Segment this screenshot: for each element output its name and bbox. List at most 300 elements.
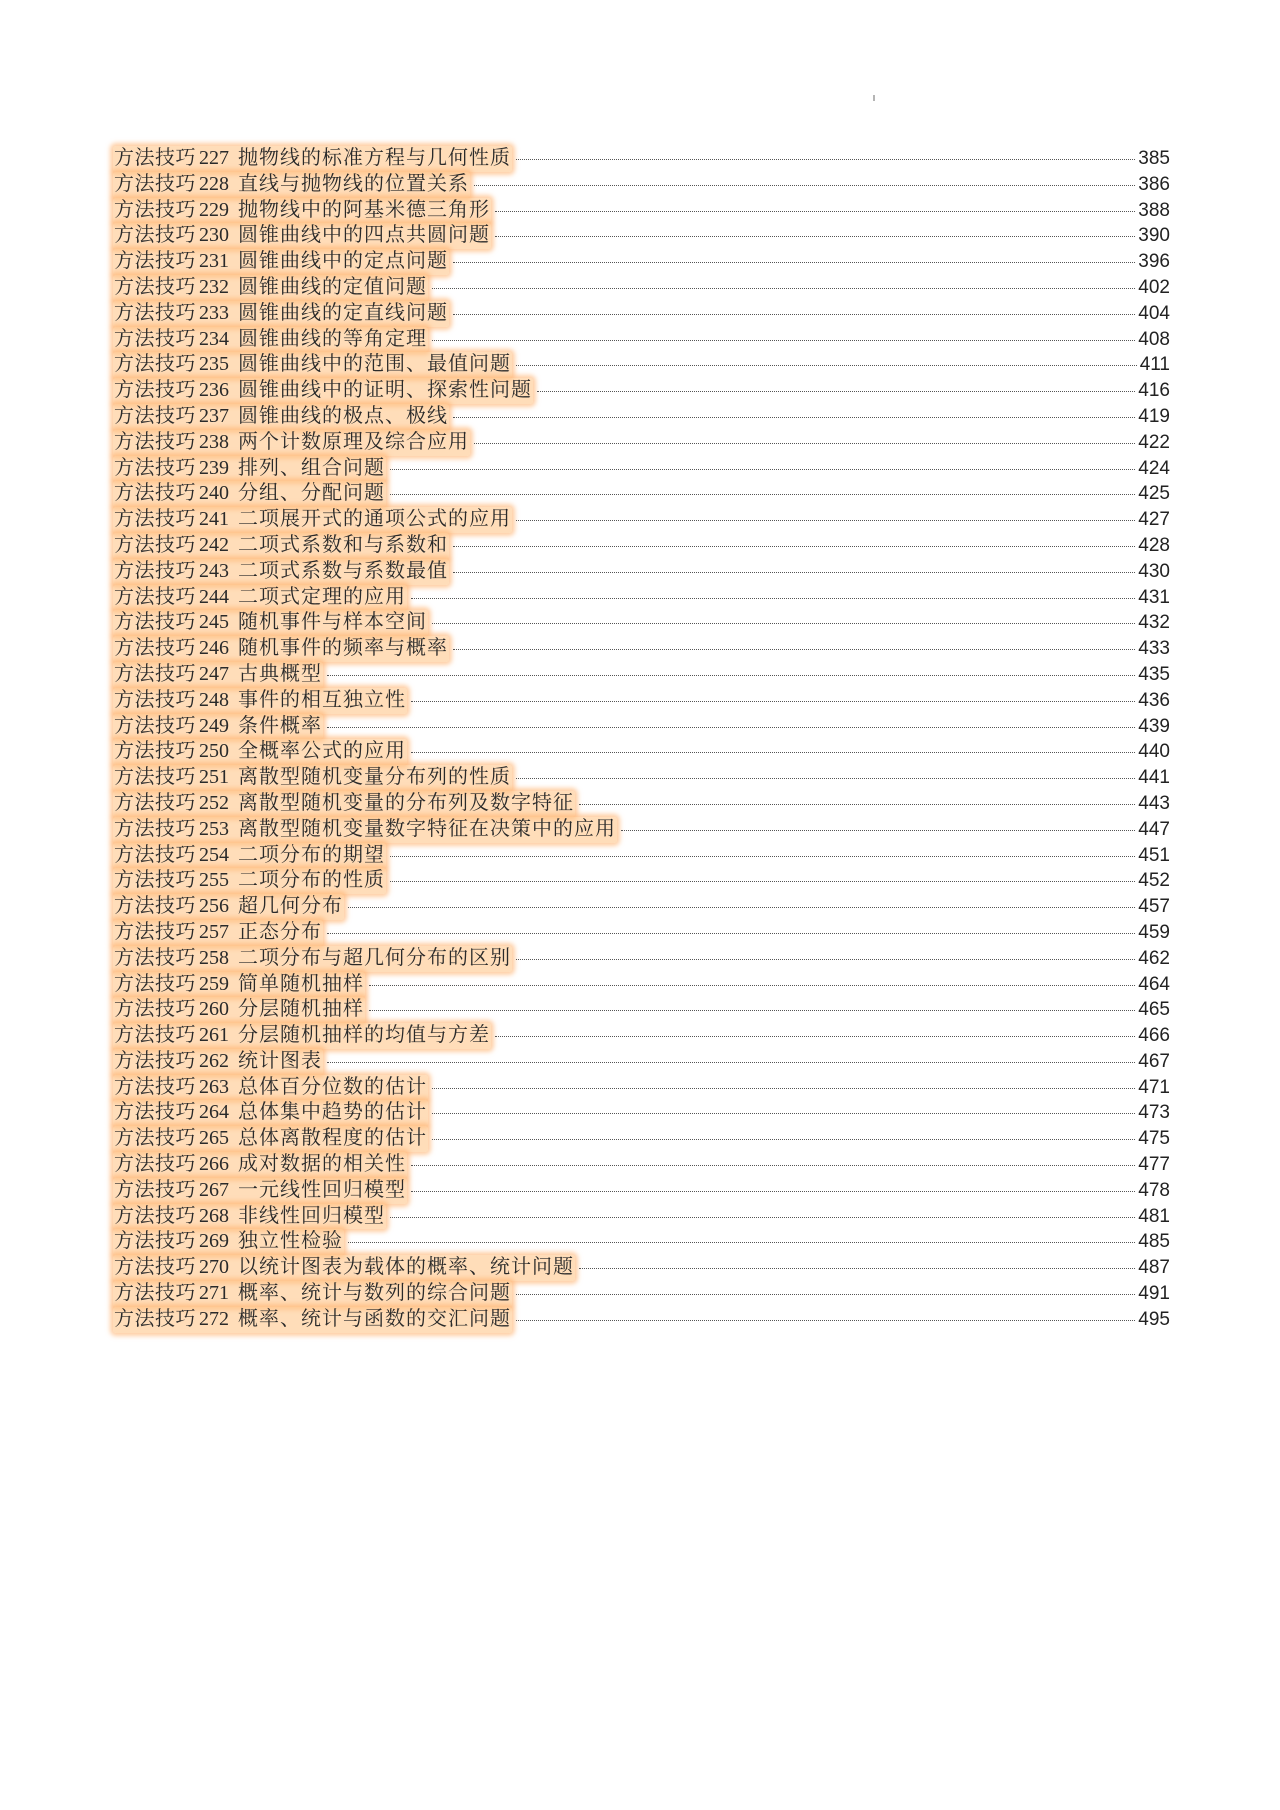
- toc-entry-prefix: 方法技巧: [114, 637, 196, 660]
- dotted-leader: [516, 365, 1137, 366]
- toc-entry-title: 超几何分布: [238, 895, 343, 918]
- toc-entry-label: [113, 868, 386, 894]
- toc-entry[interactable]: [113, 404, 1170, 430]
- toc-entry-label: [113, 430, 470, 456]
- dotted-leader: [327, 1062, 1135, 1063]
- toc-entry-prefix: 方法技巧: [114, 1127, 196, 1150]
- toc-entry-page-number: 404: [1138, 302, 1170, 324]
- dotted-leader: [621, 830, 1135, 831]
- dotted-leader: [516, 159, 1135, 160]
- toc-entry[interactable]: [113, 249, 1170, 275]
- toc-entry-page-number: 440: [1138, 741, 1170, 763]
- dotted-leader: [432, 288, 1135, 289]
- dotted-leader: [390, 494, 1135, 495]
- toc-entry-label: [113, 1229, 344, 1255]
- toc-entry-prefix: 方法技巧: [114, 1075, 196, 1098]
- toc-entry-page-number: 443: [1138, 792, 1170, 814]
- toc-entry-label: [113, 817, 617, 843]
- toc-entry-page-number: 432: [1138, 612, 1170, 634]
- toc-entry-number: 260: [199, 998, 229, 1021]
- toc-entry-prefix: 方法技巧: [114, 224, 196, 247]
- toc-entry-title: 圆锥曲线的定直线问题: [238, 301, 448, 324]
- toc-entry-prefix: 方法技巧: [114, 250, 196, 273]
- toc-entry-prefix: 方法技巧: [114, 1230, 196, 1253]
- toc-entry-page-number: 388: [1138, 199, 1170, 221]
- toc-entry-number: 227: [199, 147, 229, 169]
- toc-entry-title: 事件的相互独立性: [238, 688, 406, 711]
- dotted-leader: [411, 598, 1135, 599]
- toc-entry[interactable]: [113, 894, 1170, 920]
- toc-entry-label: [113, 791, 575, 817]
- toc-entry-label: [113, 327, 428, 353]
- dotted-leader: [579, 804, 1135, 805]
- toc-entry[interactable]: [113, 1075, 1170, 1101]
- toc-entry[interactable]: [113, 198, 1170, 224]
- toc-entry[interactable]: [113, 662, 1170, 688]
- dotted-leader: [453, 314, 1135, 315]
- toc-entry[interactable]: [113, 868, 1170, 894]
- toc-entry-prefix: 方法技巧: [114, 1049, 196, 1072]
- toc-entry-number: 243: [199, 559, 229, 582]
- toc-entry-prefix: 方法技巧: [114, 740, 196, 763]
- toc-entry-page-number: 485: [1138, 1231, 1170, 1253]
- toc-entry-page-number: 408: [1138, 328, 1170, 350]
- toc-entry[interactable]: [113, 1281, 1170, 1307]
- toc-entry-number: 234: [199, 327, 229, 350]
- toc-entry-page-number: 487: [1138, 1257, 1170, 1279]
- toc-entry-number: 229: [199, 198, 229, 221]
- dotted-leader: [453, 649, 1135, 650]
- toc-entry-page-number: 477: [1138, 1154, 1170, 1176]
- dotted-leader: [411, 1191, 1135, 1192]
- dotted-leader: [369, 985, 1135, 986]
- toc-entry-number: 270: [199, 1256, 229, 1279]
- toc-entry-page-number: 457: [1138, 896, 1170, 918]
- toc-entry-page-number: 436: [1138, 689, 1170, 711]
- toc-entry-label: [113, 301, 449, 327]
- toc-entry[interactable]: [113, 430, 1170, 456]
- toc-entry-title: 圆锥曲线中的范围、最值问题: [238, 353, 511, 376]
- dotted-leader: [432, 1113, 1135, 1114]
- toc-entry-prefix: 方法技巧: [114, 1024, 196, 1047]
- dotted-leader: [453, 417, 1135, 418]
- toc-entry[interactable]: [113, 1178, 1170, 1204]
- dotted-leader: [579, 1268, 1135, 1269]
- toc-entry-title: 统计图表: [238, 1049, 322, 1072]
- toc-entry-number: 242: [199, 533, 229, 556]
- toc-entry-prefix: 方法技巧: [114, 1153, 196, 1176]
- toc-entry-label: [113, 997, 365, 1023]
- toc-entry-prefix: 方法技巧: [114, 920, 196, 943]
- toc-entry-number: 267: [199, 1178, 229, 1201]
- toc-entry-label: [113, 920, 323, 946]
- dotted-leader: [474, 185, 1135, 186]
- toc-entry[interactable]: [113, 972, 1170, 998]
- scan-mark: [873, 95, 875, 101]
- toc-entry-page-number: 451: [1138, 844, 1170, 866]
- toc-entry-label: [113, 1255, 575, 1281]
- toc-entry-label: [113, 1152, 407, 1178]
- toc-entry-prefix: 方法技巧: [114, 198, 196, 221]
- toc-entry-number: 250: [199, 740, 229, 763]
- toc-entry-label: [113, 223, 491, 249]
- toc-entry-title: 圆锥曲线中的证明、探索性问题: [238, 379, 532, 402]
- toc-entry[interactable]: [113, 1049, 1170, 1075]
- toc-entry-prefix: 方法技巧: [114, 611, 196, 634]
- toc-entry-label: [113, 1281, 512, 1307]
- toc-entry-title: 随机事件的频率与概率: [238, 637, 448, 660]
- toc-entry-label: [113, 404, 449, 430]
- toc-entry-label: [113, 146, 512, 172]
- toc-entry-label: [113, 481, 386, 507]
- toc-entry-page-number: 441: [1138, 767, 1170, 789]
- dotted-leader: [537, 391, 1135, 392]
- dotted-leader: [474, 443, 1135, 444]
- toc-entry-prefix: 方法技巧: [114, 869, 196, 892]
- dotted-leader: [495, 1036, 1135, 1037]
- toc-entry-label: [113, 352, 512, 378]
- toc-entry-page-number: 433: [1138, 638, 1170, 660]
- dotted-leader: [327, 675, 1135, 676]
- toc-entry-prefix: 方法技巧: [114, 508, 196, 531]
- toc-entry-title: 分层随机抽样的均值与方差: [238, 1024, 490, 1047]
- toc-entry-title: 古典概型: [238, 662, 322, 685]
- toc-entry-title: 全概率公式的应用: [238, 740, 406, 763]
- toc-entry[interactable]: [113, 481, 1170, 507]
- toc-entry-title: 抛物线中的阿基米德三角形: [238, 198, 490, 221]
- toc-entry-title: 二项分布与超几何分布的区别: [238, 946, 511, 969]
- toc-entry[interactable]: [113, 223, 1170, 249]
- dotted-leader: [411, 752, 1135, 753]
- toc-entry-title: 正态分布: [238, 920, 322, 943]
- toc-entry-prefix: 方法技巧: [114, 1307, 196, 1330]
- toc-entry[interactable]: [113, 610, 1170, 636]
- toc-entry-label: [113, 1307, 512, 1333]
- toc-entry-prefix: 方法技巧: [114, 172, 196, 195]
- toc-entry-page-number: 491: [1138, 1283, 1170, 1305]
- toc-entry-number: 256: [199, 895, 229, 918]
- toc-entry-page-number: 452: [1138, 870, 1170, 892]
- toc-entry-number: 232: [199, 275, 229, 298]
- toc-entry-number: 264: [199, 1101, 229, 1124]
- toc-entry-prefix: 方法技巧: [114, 766, 196, 789]
- toc-entry[interactable]: [113, 791, 1170, 817]
- dotted-leader: [495, 236, 1135, 237]
- toc-entry-page-number: 473: [1138, 1102, 1170, 1124]
- toc-entry-number: 261: [199, 1024, 229, 1047]
- toc-entry-number: 249: [199, 714, 229, 737]
- toc-entry[interactable]: [113, 378, 1170, 404]
- toc-entry-title: 随机事件与样本空间: [238, 611, 427, 634]
- toc-entry-label: [113, 1023, 491, 1049]
- toc-entry-number: 252: [199, 791, 229, 814]
- toc-entry-title: 圆锥曲线的极点、极线: [238, 404, 448, 427]
- toc-entry-page-number: 390: [1138, 225, 1170, 247]
- toc-entry-label: [113, 1100, 428, 1126]
- toc-entry-prefix: 方法技巧: [114, 353, 196, 376]
- toc-entry-page-number: 424: [1138, 457, 1170, 479]
- toc-entry-page-number: 416: [1138, 380, 1170, 402]
- toc-entry-page-number: 425: [1138, 483, 1170, 505]
- dotted-leader: [432, 340, 1135, 341]
- toc-entry-page-number: 464: [1138, 973, 1170, 995]
- toc-entry[interactable]: [113, 714, 1170, 740]
- dotted-leader: [516, 520, 1135, 521]
- toc-entry-title: 排列、组合问题: [238, 456, 385, 479]
- toc-entry-label: [113, 249, 449, 275]
- toc-entry-page-number: 428: [1138, 534, 1170, 556]
- toc-entry-title: 分组、分配问题: [238, 482, 385, 505]
- toc-entry-number: 271: [199, 1282, 229, 1305]
- dotted-leader: [453, 546, 1135, 547]
- toc-entry-prefix: 方法技巧: [114, 843, 196, 866]
- toc-entry-label: [113, 946, 512, 972]
- toc-entry[interactable]: [113, 275, 1170, 301]
- toc-entry-prefix: 方法技巧: [114, 895, 196, 918]
- toc-entry-number: 268: [199, 1204, 229, 1227]
- toc-entry-page-number: 431: [1138, 586, 1170, 608]
- dotted-leader: [516, 1320, 1135, 1321]
- toc-entry-title: 二项式系数与系数最值: [238, 559, 448, 582]
- toc-entry[interactable]: [113, 559, 1170, 585]
- toc-entry[interactable]: [113, 146, 1170, 172]
- toc-entry-prefix: 方法技巧: [114, 430, 196, 453]
- toc-entry[interactable]: [113, 456, 1170, 482]
- toc-entry-label: [113, 739, 407, 765]
- toc-entry-label: [113, 559, 449, 585]
- toc-entry[interactable]: [113, 1152, 1170, 1178]
- toc-entry-number: 248: [199, 688, 229, 711]
- toc-entry-label: [113, 1178, 407, 1204]
- toc-entry-number: 238: [199, 430, 229, 453]
- toc-entry-prefix: 方法技巧: [114, 301, 196, 324]
- toc-entry-label: [113, 1075, 428, 1101]
- toc-entry-page-number: 385: [1138, 148, 1170, 169]
- toc-entry-title: 简单随机抽样: [238, 972, 364, 995]
- toc-entry[interactable]: [113, 1204, 1170, 1230]
- toc-entry[interactable]: [113, 1023, 1170, 1049]
- toc-entry-number: 241: [199, 508, 229, 531]
- toc-entry-page-number: 439: [1138, 715, 1170, 737]
- toc-entry[interactable]: [113, 327, 1170, 353]
- table-of-contents: [113, 146, 1170, 1333]
- dotted-leader: [432, 623, 1135, 624]
- toc-entry-number: 245: [199, 611, 229, 634]
- toc-entry-number: 247: [199, 662, 229, 685]
- toc-entry-prefix: 方法技巧: [114, 147, 196, 169]
- toc-entry-prefix: 方法技巧: [114, 714, 196, 737]
- toc-entry[interactable]: [113, 1126, 1170, 1152]
- toc-entry-prefix: 方法技巧: [114, 1178, 196, 1201]
- toc-entry-prefix: 方法技巧: [114, 817, 196, 840]
- toc-entry-prefix: 方法技巧: [114, 972, 196, 995]
- toc-entry-title: 二项分布的期望: [238, 843, 385, 866]
- toc-entry-number: 228: [199, 172, 229, 195]
- toc-entry-number: 237: [199, 404, 229, 427]
- toc-entry-prefix: 方法技巧: [114, 559, 196, 582]
- toc-entry-number: 272: [199, 1307, 229, 1330]
- dotted-leader: [495, 211, 1135, 212]
- toc-entry-title: 非线性回归模型: [238, 1204, 385, 1227]
- toc-entry-prefix: 方法技巧: [114, 275, 196, 298]
- toc-entry-label: [113, 172, 470, 198]
- toc-entry-title: 二项分布的性质: [238, 869, 385, 892]
- toc-entry-page-number: 411: [1139, 354, 1170, 376]
- toc-entry[interactable]: [113, 301, 1170, 327]
- toc-entry[interactable]: [113, 533, 1170, 559]
- toc-entry[interactable]: [113, 352, 1170, 378]
- toc-entry[interactable]: [113, 585, 1170, 611]
- toc-entry-page-number: 430: [1138, 560, 1170, 582]
- toc-entry-number: 236: [199, 379, 229, 402]
- toc-entry-page-number: 462: [1138, 947, 1170, 969]
- toc-entry-title: 总体集中趋势的估计: [238, 1101, 427, 1124]
- toc-entry[interactable]: [113, 920, 1170, 946]
- toc-entry-prefix: 方法技巧: [114, 482, 196, 505]
- toc-entry-page-number: 471: [1138, 1076, 1170, 1098]
- toc-entry-prefix: 方法技巧: [114, 662, 196, 685]
- toc-entry[interactable]: [113, 688, 1170, 714]
- toc-entry-label: [113, 533, 449, 559]
- toc-entry[interactable]: [113, 843, 1170, 869]
- toc-entry-title: 二项展开式的通项公式的应用: [238, 508, 511, 531]
- dotted-leader: [369, 1010, 1135, 1011]
- toc-entry-title: 离散型随机变量的分布列及数字特征: [238, 791, 574, 814]
- toc-entry-page-number: 447: [1138, 818, 1170, 840]
- toc-entry-title: 独立性检验: [238, 1230, 343, 1253]
- toc-entry[interactable]: [113, 1307, 1170, 1333]
- toc-entry-prefix: 方法技巧: [114, 946, 196, 969]
- dotted-leader: [432, 1139, 1135, 1140]
- toc-entry-prefix: 方法技巧: [114, 456, 196, 479]
- dotted-leader: [348, 1242, 1135, 1243]
- dotted-leader: [516, 778, 1135, 779]
- toc-entry-label: [113, 198, 491, 224]
- toc-entry-label: [113, 507, 512, 533]
- toc-entry-page-number: 435: [1138, 663, 1170, 685]
- toc-entry-number: 255: [199, 869, 229, 892]
- toc-entry-label: [113, 714, 323, 740]
- toc-entry-title: 一元线性回归模型: [238, 1178, 406, 1201]
- toc-entry[interactable]: [113, 946, 1170, 972]
- toc-entry-page-number: 427: [1138, 509, 1170, 531]
- toc-entry-number: 253: [199, 817, 229, 840]
- toc-entry-number: 240: [199, 482, 229, 505]
- toc-entry-prefix: 方法技巧: [114, 533, 196, 556]
- toc-entry-title: 分层随机抽样: [238, 998, 364, 1021]
- dotted-leader: [348, 907, 1135, 908]
- dotted-leader: [411, 1165, 1135, 1166]
- toc-entry-page-number: 481: [1138, 1205, 1170, 1227]
- dotted-leader: [390, 469, 1135, 470]
- toc-entry-title: 总体离散程度的估计: [238, 1127, 427, 1150]
- dotted-leader: [390, 856, 1135, 857]
- toc-entry-page-number: 475: [1138, 1128, 1170, 1150]
- toc-entry-prefix: 方法技巧: [114, 379, 196, 402]
- dotted-leader: [390, 1217, 1135, 1218]
- toc-entry-title: 二项式定理的应用: [238, 585, 406, 608]
- toc-entry-title: 二项式系数和与系数和: [238, 533, 448, 556]
- toc-entry[interactable]: [113, 765, 1170, 791]
- dotted-leader: [516, 959, 1135, 960]
- toc-entry[interactable]: [113, 1100, 1170, 1126]
- toc-entry-page-number: 386: [1138, 173, 1170, 195]
- toc-entry-page-number: 495: [1138, 1308, 1170, 1330]
- toc-entry-page-number: 422: [1138, 431, 1170, 453]
- toc-entry-prefix: 方法技巧: [114, 327, 196, 350]
- toc-entry-label: [113, 662, 323, 688]
- toc-entry-number: 231: [199, 250, 229, 273]
- toc-entry[interactable]: [113, 817, 1170, 843]
- dotted-leader: [453, 572, 1135, 573]
- toc-entry[interactable]: [113, 739, 1170, 765]
- toc-entry-page-number: 419: [1138, 405, 1170, 427]
- toc-entry-title: 总体百分位数的估计: [238, 1075, 427, 1098]
- toc-entry-title: 抛物线的标准方程与几何性质: [238, 147, 511, 169]
- toc-entry-number: 233: [199, 301, 229, 324]
- toc-entry-title: 直线与抛物线的位置关系: [238, 172, 469, 195]
- toc-entry-number: 235: [199, 353, 229, 376]
- toc-entry-number: 266: [199, 1153, 229, 1176]
- toc-entry-prefix: 方法技巧: [114, 1101, 196, 1124]
- toc-entry-title: 以统计图表为载体的概率、统计问题: [238, 1256, 574, 1279]
- toc-entry[interactable]: [113, 507, 1170, 533]
- toc-entry-title: 圆锥曲线中的定点问题: [238, 250, 448, 273]
- toc-entry-number: 263: [199, 1075, 229, 1098]
- toc-entry-prefix: 方法技巧: [114, 404, 196, 427]
- toc-entry-title: 圆锥曲线的等角定理: [238, 327, 427, 350]
- toc-entry-title: 概率、统计与数列的综合问题: [238, 1282, 511, 1305]
- dotted-leader: [411, 701, 1135, 702]
- toc-entry-title: 成对数据的相关性: [238, 1153, 406, 1176]
- toc-entry-page-number: 466: [1138, 1025, 1170, 1047]
- toc-entry-prefix: 方法技巧: [114, 1282, 196, 1305]
- toc-entry-label: [113, 843, 386, 869]
- toc-entry-page-number: 467: [1138, 1050, 1170, 1072]
- toc-entry[interactable]: [113, 1229, 1170, 1255]
- dotted-leader: [453, 262, 1135, 263]
- toc-entry-prefix: 方法技巧: [114, 1204, 196, 1227]
- toc-entry-title: 条件概率: [238, 714, 322, 737]
- toc-entry-label: [113, 688, 407, 714]
- toc-entry[interactable]: [113, 636, 1170, 662]
- toc-entry-title: 两个计数原理及综合应用: [238, 430, 469, 453]
- dotted-leader: [516, 1294, 1135, 1295]
- toc-entry[interactable]: [113, 172, 1170, 198]
- toc-entry-title: 离散型随机变量数字特征在决策中的应用: [238, 817, 616, 840]
- toc-entry-label: [113, 378, 533, 404]
- toc-entry[interactable]: [113, 997, 1170, 1023]
- dotted-leader: [432, 1088, 1135, 1089]
- toc-entry-prefix: 方法技巧: [114, 585, 196, 608]
- toc-entry[interactable]: [113, 1255, 1170, 1281]
- toc-entry-prefix: 方法技巧: [114, 791, 196, 814]
- toc-entry-number: 265: [199, 1127, 229, 1150]
- toc-entry-page-number: 459: [1138, 921, 1170, 943]
- toc-entry-label: [113, 894, 344, 920]
- toc-entry-label: [113, 1126, 428, 1152]
- dotted-leader: [327, 727, 1135, 728]
- dotted-leader: [390, 881, 1135, 882]
- toc-entry-label: [113, 456, 386, 482]
- toc-entry-page-number: 402: [1138, 276, 1170, 298]
- toc-entry-title: 离散型随机变量分布列的性质: [238, 766, 511, 789]
- toc-entry-label: [113, 585, 407, 611]
- toc-entry-page-number: 465: [1138, 999, 1170, 1021]
- dotted-leader: [327, 933, 1135, 934]
- toc-entry-number: 269: [199, 1230, 229, 1253]
- toc-entry-label: [113, 1204, 386, 1230]
